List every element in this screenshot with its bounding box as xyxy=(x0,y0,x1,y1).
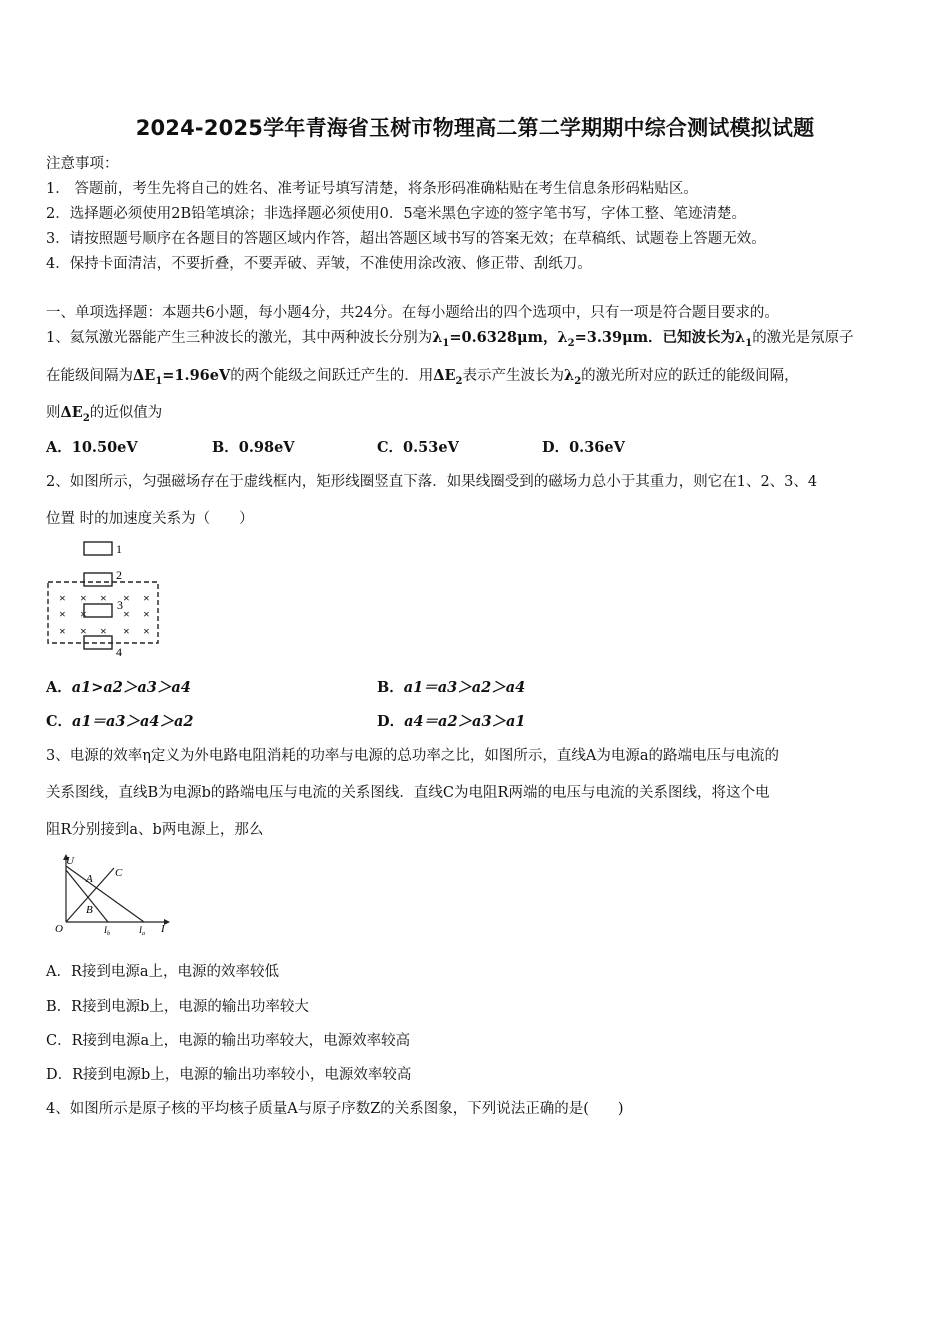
notice-heading: 注意事项： xyxy=(46,156,119,172)
coil-label-3: 3 xyxy=(117,598,123,612)
q3-option-c[interactable]: C．R接到电源a上，电源的输出功率较大，电源效率较高 xyxy=(46,1033,411,1049)
q2-option-a[interactable]: A．a1>a2＞a3＞a4 xyxy=(46,679,191,696)
q3-option-b[interactable]: B．R接到电源b上，电源的输出功率较大 xyxy=(46,999,309,1015)
svg-text:×: × xyxy=(59,591,66,605)
q1-option-d[interactable]: D．0.36eV xyxy=(542,439,625,456)
q2-line1: 2、如图所示，匀强磁场存在于虚线框内，矩形线圈竖直下落．如果线圈受到的磁场力总小于其重力，则它在1、2、3、4 xyxy=(46,474,818,490)
svg-text:×: × xyxy=(100,591,107,605)
q4-line1: 4、如图所示是原子核的平均核子质量A与原子序数Z的关系图象，下列说法正确的是( ) xyxy=(46,1101,624,1117)
svg-text:×: × xyxy=(123,607,130,621)
field-cross-marks xyxy=(59,591,150,638)
u-axis-label: U xyxy=(66,855,74,867)
i-axis-arrow xyxy=(164,919,170,925)
svg-text:×: × xyxy=(80,591,87,605)
q2-option-b[interactable]: B．a1＝a3＞a2＞a4 xyxy=(377,679,526,696)
q3-line2: 关系图线，直线B为电源b的路端电压与电流的关系图线．直线C为电阻R两端的电压与电流的关系图线，将这个电 xyxy=(46,785,770,801)
svg-text:×: × xyxy=(123,591,130,605)
q1-line3: 则$\Delta E_2$的近似值为 xyxy=(46,404,163,424)
notice-item: 1． 答题前，考生先将自己的姓名、准考证号填写清楚，将条形码准确粘贴在考生信息条形码粘贴区。 xyxy=(46,181,698,197)
coil-label-2: 2 xyxy=(116,568,122,582)
coil-label-4: 4 xyxy=(116,645,122,659)
q3-option-a[interactable]: A．R接到电源a上，电源的效率较低 xyxy=(46,964,280,980)
label-a: A xyxy=(86,873,93,885)
q1-line2: 在能级间隔为$\Delta E_1=1.96eV$的两个能级之间跃迁产生的．用$\Delta E_2$表示产生波长为$\lambda_2$的激光所对应的跃迁的能级间隔， xyxy=(46,367,799,387)
q3-option-d[interactable]: D．R接到电源b上，电源的输出功率较小，电源效率较高 xyxy=(46,1067,412,1083)
label-c: C xyxy=(115,867,123,879)
svg-text:×: × xyxy=(80,607,87,621)
label-b: B xyxy=(86,904,93,916)
q1-option-b[interactable]: B．0.98eV xyxy=(212,439,295,456)
q1-line1: 1、氦氖激光器能产生三种波长的激光，其中两种波长分别为$\lambda_1=0.6328\mu m$，$\lambda_2=3.39\mu m$．已知波长为$\lambda_1$的激光是氖原子 xyxy=(46,329,854,349)
svg-text:×: × xyxy=(59,607,66,621)
coil-position-2 xyxy=(84,573,112,586)
coil-position-1 xyxy=(84,542,112,555)
i-axis-label: I xyxy=(161,923,165,935)
q1-option-a[interactable]: A．10.50eV xyxy=(46,439,138,456)
line-a xyxy=(66,866,144,922)
q2-option-c[interactable]: C．a1＝a3＞a4＞a2 xyxy=(46,713,194,730)
coil-label-1: 1 xyxy=(116,542,122,556)
label-ib: $I_b$ xyxy=(104,925,110,936)
svg-text:×: × xyxy=(80,624,87,638)
page-title: 2024-2025学年青海省玉树市物理高二第二学期期中综合测试模拟试题 xyxy=(135,116,815,140)
svg-text:×: × xyxy=(143,624,150,638)
svg-text:×: × xyxy=(143,591,150,605)
q1-option-c[interactable]: C．0.53eV xyxy=(377,439,459,456)
notice-item: 3．请按照题号顺序在各题目的答题区域内作答，超出答题区域书写的答案无效；在草稿纸、试题卷上答题无效。 xyxy=(46,231,766,247)
q3-line3: 阻R分别接到a、b两电源上，那么 xyxy=(46,822,264,838)
section-heading: 一、单项选择题：本题共6小题，每小题4分，共24分。在每小题给出的四个选项中，只有一项是符合题目要求的。 xyxy=(46,305,779,321)
coil-position-3 xyxy=(84,604,112,617)
svg-text:×: × xyxy=(59,624,66,638)
q3-ui-graph xyxy=(52,852,174,936)
origin-label: O xyxy=(55,923,63,935)
svg-text:×: × xyxy=(100,624,107,638)
svg-text:×: × xyxy=(143,607,150,621)
q2-option-d[interactable]: D．a4＝a2＞a3＞a1 xyxy=(377,713,526,730)
svg-text:×: × xyxy=(123,624,130,638)
notice-item: 4．保持卡面清洁，不要折叠，不要弄破、弄皱，不准使用涂改液、修正带、刮纸刀。 xyxy=(46,256,592,272)
q2-line2: 位置 时的加速度关系为（ ） xyxy=(46,511,254,527)
label-ia: $I_a$ xyxy=(139,925,145,936)
notice-item: 2．选择题必须使用2B铅笔填涂；非选择题必须使用0．5毫米黑色字迹的签字笔书写，字体工整、笔迹清楚。 xyxy=(46,206,747,222)
q3-line1: 3、电源的效率η定义为外电路电阻消耗的功率与电源的总功率之比，如图所示，直线A为电源a的路端电压与电流的 xyxy=(46,748,780,764)
q2-magnetic-field-figure xyxy=(44,536,164,660)
